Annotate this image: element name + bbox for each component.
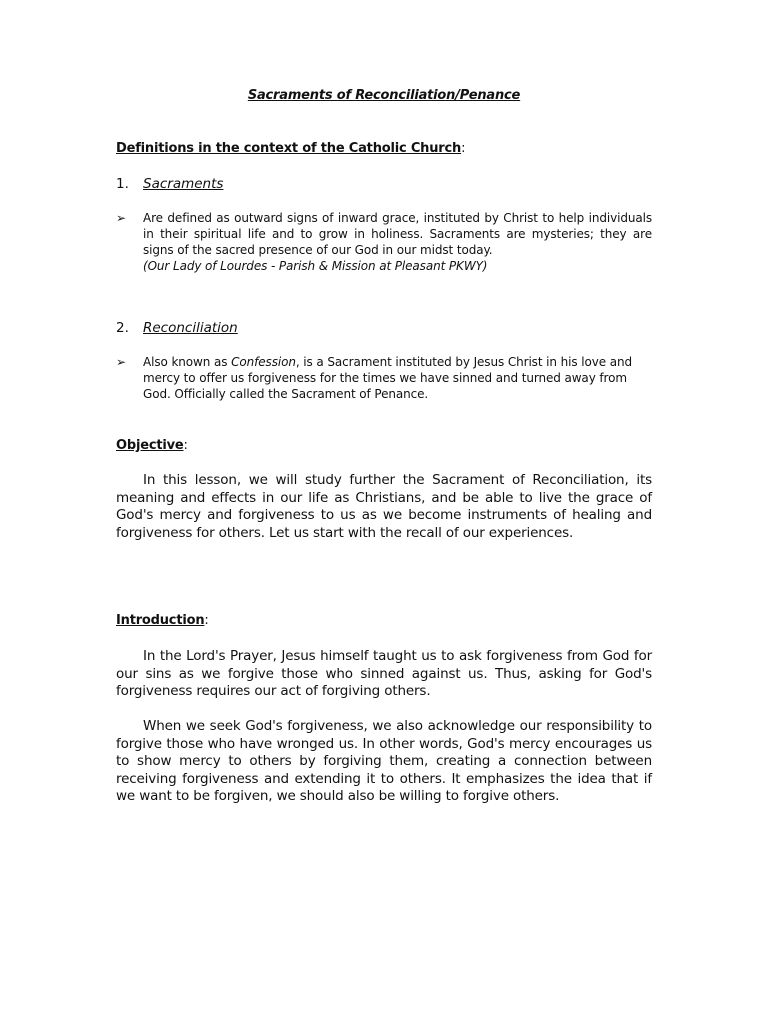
introduction-heading <box>116 613 209 628</box>
document-title: Sacraments of Reconciliation/Penance <box>247 88 521 103</box>
objective-heading <box>116 438 188 453</box>
item-number: 1. <box>116 176 129 192</box>
definition-text-after: , is a Sacrament instituted by Jesus Christ in his love and mercy to offer us forgiveness for the times we have sinned and turned away from God. Officially called the Sacrament of Penance. <box>143 355 632 401</box>
item-number: 2. <box>116 320 129 336</box>
introduction-paragraph: When we seek God's forgiveness, we also acknowledge our responsibility to forgive those who have wronged us. In other words, God's mercy encourages us to show mercy to others by forgiving them, creating a connection between receiving forgiveness and extending it to others. It emphasizes the idea that if we want to be forgiven, we should also be willing to forgive others. <box>116 718 652 804</box>
definitions-heading <box>116 141 465 156</box>
definitions-heading-colon: : <box>461 141 466 156</box>
definition-text-emphasis: Confession <box>231 355 296 369</box>
introduction-paragraph: In the Lord's Prayer, Jesus himself taught us to ask forgiveness from God for our sins as we forgive those who sinned against us. Thus, asking for God's forgiveness requires our act of forgiving others. <box>116 648 652 699</box>
definition-item-2 <box>116 320 238 336</box>
item-term: Sacraments <box>143 176 224 192</box>
definition-text-before: Also known as <box>143 355 232 369</box>
introduction-heading-colon: : <box>204 613 209 628</box>
objective-heading-text: Objective <box>116 438 184 453</box>
definition-citation: (Our Lady of Lourdes - Parish & Mission at Pleasant PKWY) <box>143 259 488 273</box>
definitions-heading-text: Definitions in the context of the Catholic Church <box>116 141 462 156</box>
item-term: Reconciliation <box>143 320 238 336</box>
definition-bullet-2 <box>116 354 652 402</box>
definition-bullet-1 <box>116 210 652 274</box>
objective-paragraph: In this lesson, we will study further the Sacrament of Reconciliation, its meaning and effects in our life as Christians, and be able to live the grace of God's mercy and forgiveness to us as we become instruments of healing and forgiveness for others. Let us start with the recall of our experiences. <box>116 472 652 541</box>
definition-text: Are defined as outward signs of inward grace, instituted by Christ to help individuals in their spiritual life and to grow in holiness. Sacraments are mysteries; they are signs of the sacred presence of our God in our midst today. <box>143 211 652 257</box>
introduction-heading-text: Introduction <box>116 613 205 628</box>
definition-item-1 <box>116 176 223 192</box>
arrow-bullet-icon: ➢ <box>116 211 127 225</box>
arrow-bullet-icon: ➢ <box>116 355 127 369</box>
objective-heading-colon: : <box>183 438 188 453</box>
